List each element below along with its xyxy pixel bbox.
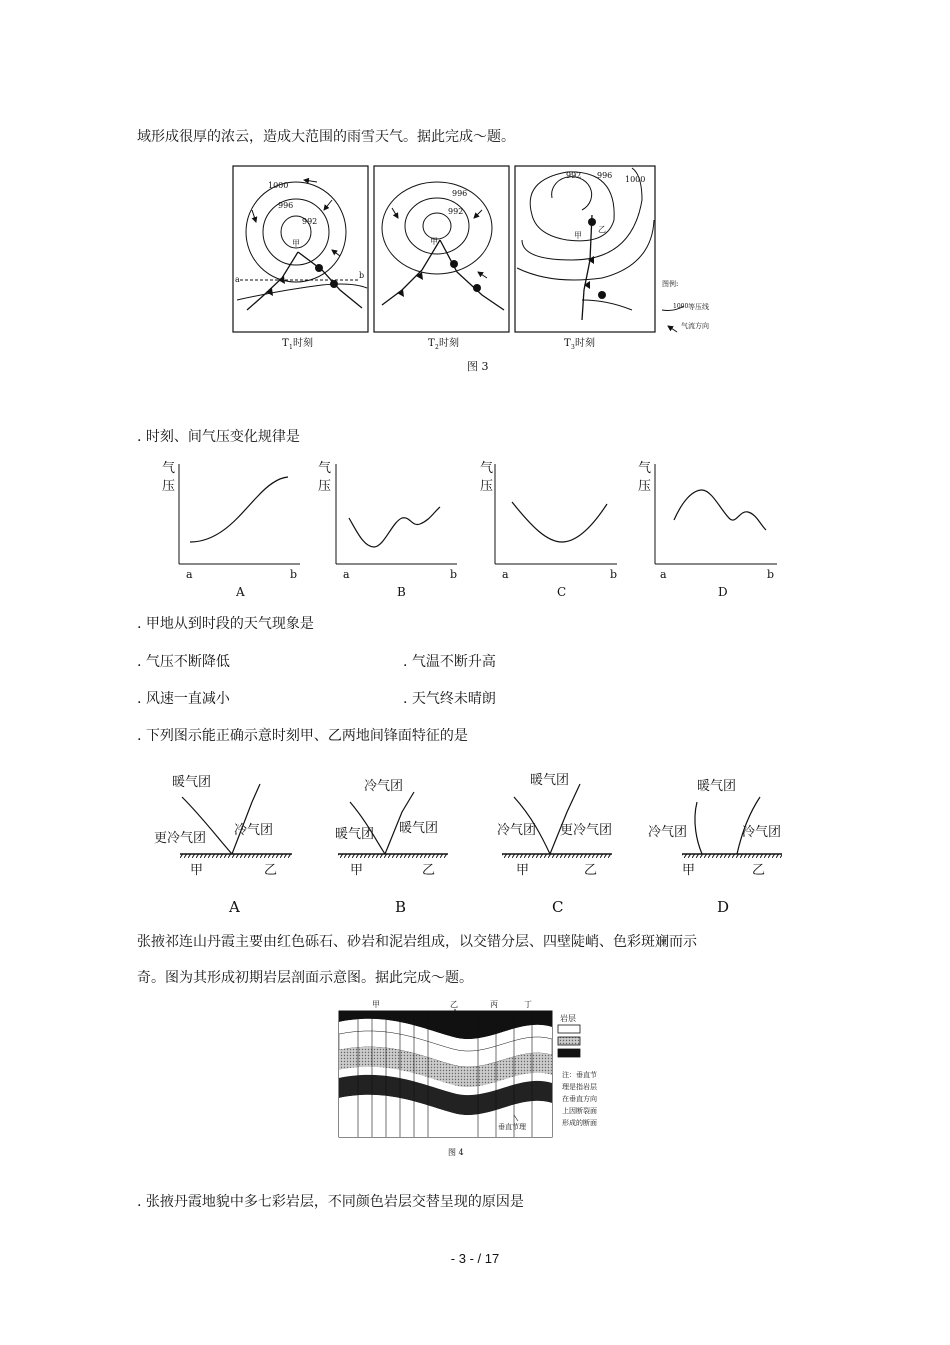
panel-t3 xyxy=(515,166,709,351)
point-a: a xyxy=(235,275,240,284)
svg-text:在垂直方向: 在垂直方向 xyxy=(562,1095,597,1103)
svg-text:3: 3 xyxy=(571,344,575,351)
q2-option-d: . 天气终未晴朗 xyxy=(403,691,496,707)
question-4: . 张掖丹霞地貌中多七彩岩层，不同颜色岩层交替呈现的原因是 xyxy=(137,1194,524,1210)
svg-text:C: C xyxy=(552,898,564,916)
isobar-label: 992 xyxy=(302,217,318,226)
svg-text:压: 压 xyxy=(162,479,176,494)
pressure-curve-options xyxy=(152,452,794,602)
svg-text:冷气团: 冷气团 xyxy=(648,825,688,840)
paragraph-line-2: 奇。图为其形成初期岩层剖面示意图。据此完成～题。 xyxy=(137,970,473,986)
q2-option-b: . 气温不断升高 xyxy=(403,654,496,670)
svg-text:乙: 乙 xyxy=(584,863,598,878)
svg-text:理是指岩层: 理是指岩层 xyxy=(562,1083,597,1091)
question-3: . 下列图示能正确示意时刻甲、乙两地间锋面特征的是 xyxy=(137,728,468,744)
question-1: . 时刻、间气压变化规律是 xyxy=(137,429,300,445)
svg-text:a: a xyxy=(343,568,350,581)
svg-text:暖气团: 暖气团 xyxy=(399,821,439,836)
svg-text:b: b xyxy=(610,568,618,581)
pressure-option-d xyxy=(638,461,777,599)
pressure-option-c xyxy=(480,461,617,599)
place-jia: 甲 xyxy=(430,237,438,246)
svg-text:压: 压 xyxy=(638,479,652,494)
svg-text:C: C xyxy=(557,585,567,599)
svg-text:B: B xyxy=(395,898,407,916)
front-option-c xyxy=(497,772,612,916)
svg-text:b: b xyxy=(290,568,298,581)
svg-text:A: A xyxy=(229,898,240,916)
place-jia: 甲 xyxy=(292,239,300,248)
svg-text:形成的断面: 形成的断面 xyxy=(562,1119,597,1127)
svg-text:D: D xyxy=(718,585,728,599)
svg-text:冷气团: 冷气团 xyxy=(364,779,404,794)
svg-text:T: T xyxy=(564,338,571,349)
front-option-b xyxy=(335,778,448,916)
isobar-label: 992 xyxy=(566,171,582,180)
svg-text:a: a xyxy=(660,568,667,581)
paragraph-line-1: 张掖祁连山丹霞主要由红色砾石、砂岩和泥岩组成，以交错分层、四壁陡峭、色彩斑斓而示 xyxy=(137,934,697,950)
svg-text:甲: 甲 xyxy=(682,863,696,878)
svg-text:注：垂直节: 注：垂直节 xyxy=(562,1071,597,1079)
figure-4-rock-section xyxy=(328,997,597,1163)
isobar-label: 1000 xyxy=(625,175,646,184)
svg-text:A: A xyxy=(236,585,245,599)
point-b: b xyxy=(359,271,365,280)
joint-label: 垂直节理 xyxy=(498,1123,526,1131)
legend-isobar: 等压线 xyxy=(688,303,709,311)
svg-text:b: b xyxy=(450,568,458,581)
legend-swatch-gray xyxy=(558,1037,580,1045)
isobar-label: 996 xyxy=(597,171,613,180)
intro-line: 域形成很厚的浓云，造成大范围的雨雪天气。据此完成～题。 xyxy=(137,129,515,145)
svg-text:暖气团: 暖气团 xyxy=(697,779,737,794)
legend-swatch-white xyxy=(558,1025,580,1033)
svg-text:乙: 乙 xyxy=(264,863,278,878)
svg-text:上因断裂面: 上因断裂面 xyxy=(562,1107,597,1115)
svg-text:更冷气团: 更冷气团 xyxy=(154,831,207,846)
svg-text:时刻: 时刻 xyxy=(439,338,459,349)
svg-text:气: 气 xyxy=(318,461,332,476)
svg-text:暖气团: 暖气团 xyxy=(530,773,570,788)
place-yi: 乙 xyxy=(598,225,606,234)
q2-option-a: . 气压不断降低 xyxy=(137,654,230,670)
svg-text:2: 2 xyxy=(435,344,439,351)
svg-text:a: a xyxy=(186,568,193,581)
svg-text:T: T xyxy=(428,338,435,349)
svg-text:乙: 乙 xyxy=(450,1000,458,1009)
svg-text:时刻: 时刻 xyxy=(575,338,595,349)
legend-flow: 气流方向 xyxy=(681,322,709,330)
front-options xyxy=(152,762,794,920)
pressure-option-b xyxy=(318,461,457,599)
svg-text:甲: 甲 xyxy=(372,1000,380,1009)
panel-label: T xyxy=(282,338,289,349)
svg-text:1000: 1000 xyxy=(673,303,689,310)
svg-text:压: 压 xyxy=(480,479,494,494)
svg-text:更冷气团: 更冷气团 xyxy=(560,823,613,838)
svg-text:B: B xyxy=(397,585,406,599)
svg-text:气: 气 xyxy=(480,461,494,476)
svg-text:气: 气 xyxy=(638,461,652,476)
svg-text:冷气团: 冷气团 xyxy=(742,825,782,840)
page-number: - 3 - / 17 xyxy=(450,1251,500,1266)
svg-text:甲: 甲 xyxy=(350,863,364,878)
front-option-a xyxy=(154,774,292,916)
panel-t1 xyxy=(233,166,368,351)
svg-text:暖气团: 暖气团 xyxy=(335,827,375,842)
place-jia: 甲 xyxy=(574,231,582,240)
svg-text:甲: 甲 xyxy=(516,863,530,878)
legend-title: 图例: xyxy=(662,280,679,288)
svg-text:丁: 丁 xyxy=(524,1000,532,1009)
svg-text:丙: 丙 xyxy=(490,1000,498,1009)
panel-t2 xyxy=(374,166,509,351)
svg-text:乙: 乙 xyxy=(422,863,436,878)
svg-text:压: 压 xyxy=(318,479,332,494)
svg-text:1: 1 xyxy=(289,344,293,351)
svg-text:冷气团: 冷气团 xyxy=(234,823,274,838)
isobar-label: 996 xyxy=(452,189,468,198)
svg-text:岩层: 岩层 xyxy=(560,1014,576,1023)
isobar-label: 996 xyxy=(278,201,294,210)
svg-text:乙: 乙 xyxy=(752,863,766,878)
svg-text:气: 气 xyxy=(162,461,176,476)
figure-3-caption: 图 3 xyxy=(467,360,489,373)
svg-text:D: D xyxy=(717,898,730,916)
q2-option-c: . 风速一直减小 xyxy=(137,691,230,707)
isobar-label: 1000 xyxy=(268,181,289,190)
isobar-label: 992 xyxy=(448,207,464,216)
front-option-d xyxy=(648,778,782,916)
question-2: . 甲地从到时段的天气现象是 xyxy=(137,616,314,632)
svg-text:冷气团: 冷气团 xyxy=(497,823,537,838)
figure-4-caption: 图 4 xyxy=(448,1148,464,1157)
svg-text:时刻: 时刻 xyxy=(293,338,313,349)
svg-text:a: a xyxy=(502,568,509,581)
svg-text:暖气团: 暖气团 xyxy=(172,775,212,790)
svg-text:甲: 甲 xyxy=(190,863,204,878)
pressure-option-a xyxy=(162,461,300,599)
legend-swatch-black xyxy=(558,1049,580,1057)
figure-3-weather-maps xyxy=(222,160,727,378)
svg-text:b: b xyxy=(767,568,775,581)
